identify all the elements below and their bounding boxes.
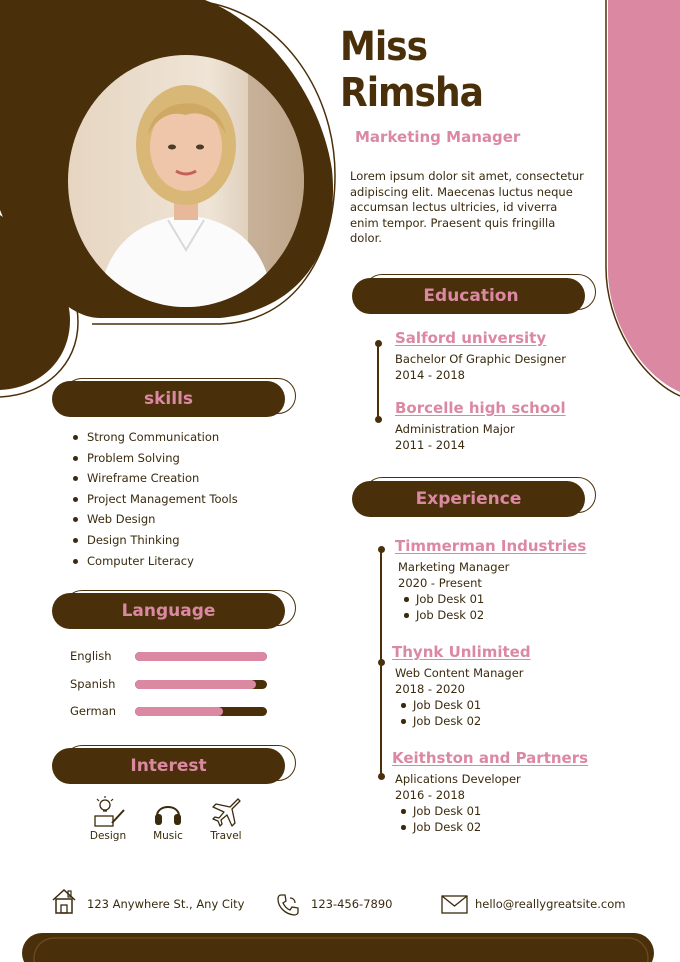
skill-item: Wireframe Creation: [73, 468, 238, 489]
timeline-dot: [375, 340, 382, 347]
skill-item: Design Thinking: [73, 530, 238, 551]
candidate-name: Miss Rimsha: [340, 24, 483, 116]
task-item: Job Desk 01: [397, 697, 531, 713]
position: Marketing Manager: [398, 560, 510, 574]
language-bar-fill: [135, 680, 256, 689]
years: 2011 - 2014: [395, 438, 465, 452]
task-item: Job Desk 02: [400, 607, 586, 623]
experience-item: [392, 643, 531, 729]
job-title: Marketing Manager: [355, 128, 521, 146]
profile-photo: [68, 55, 304, 307]
timeline-dot: [378, 546, 385, 553]
language-label: Spanish: [70, 677, 116, 691]
design-icon: [92, 795, 126, 829]
company-name: Thynk Unlimited: [392, 643, 531, 661]
contact-address: 123 Anywhere St., Any City: [87, 897, 245, 911]
headphones-icon: [152, 796, 184, 828]
language-label: German: [70, 704, 117, 718]
years: 2014 - 2018: [395, 368, 465, 382]
language-bar-fill: [135, 707, 223, 716]
timeline-dot: [378, 773, 385, 780]
skills-list: [73, 427, 238, 571]
timeline-dot: [375, 416, 382, 423]
skill-item: Web Design: [73, 509, 238, 530]
contact-phone: 123-456-7890: [311, 897, 393, 911]
interest-label: Travel: [210, 830, 242, 842]
education-item: [395, 329, 566, 383]
skills-title: skills: [143, 389, 194, 409]
task-item: Job Desk 01: [397, 803, 588, 819]
interest-title: Interest: [130, 756, 207, 776]
company-name: Keithston and Partners: [392, 749, 589, 767]
education-item: [395, 399, 566, 453]
degree: Bachelor Of Graphic Designer: [395, 352, 566, 366]
task-item: Job Desk 01: [400, 591, 586, 607]
home-icon: [51, 887, 77, 915]
interest-label: Design: [89, 830, 127, 842]
language-title: Language: [121, 601, 216, 621]
years: 2018 - 2020: [395, 682, 465, 696]
position: Web Content Manager: [395, 666, 524, 680]
experience-title: Experience: [415, 489, 522, 509]
language-bar: [135, 652, 267, 661]
language-bar: [135, 707, 267, 716]
skill-item: Project Management Tools: [73, 489, 238, 510]
phone-icon: [276, 893, 300, 917]
degree: Administration Major: [395, 422, 515, 436]
language-bar: [135, 680, 267, 689]
experience-item: [392, 749, 588, 835]
email-icon: [441, 895, 468, 914]
task-item: Job Desk 02: [397, 819, 588, 835]
position: Aplications Developer: [395, 772, 521, 786]
skill-item: Computer Literacy: [73, 551, 238, 572]
school-name: Salford university: [395, 329, 547, 347]
school-name: Borcelle high school: [395, 399, 566, 417]
years: 2016 - 2018: [395, 788, 465, 802]
years: 2020 - Present: [398, 576, 482, 590]
airplane-icon: [210, 796, 242, 828]
task-item: Job Desk 02: [397, 713, 531, 729]
skill-item: Strong Communication: [73, 427, 238, 448]
timeline-dot: [378, 659, 385, 666]
interest-label: Music: [153, 830, 183, 842]
intro-paragraph: Lorem ipsum dolor sit amet, consectetur adipiscing elit. Maecenas luctus neque accumsan lectus ultricies, id viverra enim tempor. Praesent quis fringilla dolor.: [350, 169, 584, 245]
language-bar-fill: [135, 652, 267, 661]
company-name: Timmerman Industries: [395, 537, 587, 555]
experience-item: [395, 537, 586, 623]
education-title: Education: [423, 286, 519, 306]
education-timeline: [377, 345, 379, 421]
language-label: English: [70, 649, 112, 663]
contact-email: hello@reallygreatsite.com: [475, 897, 626, 911]
skill-item: Problem Solving: [73, 448, 238, 469]
